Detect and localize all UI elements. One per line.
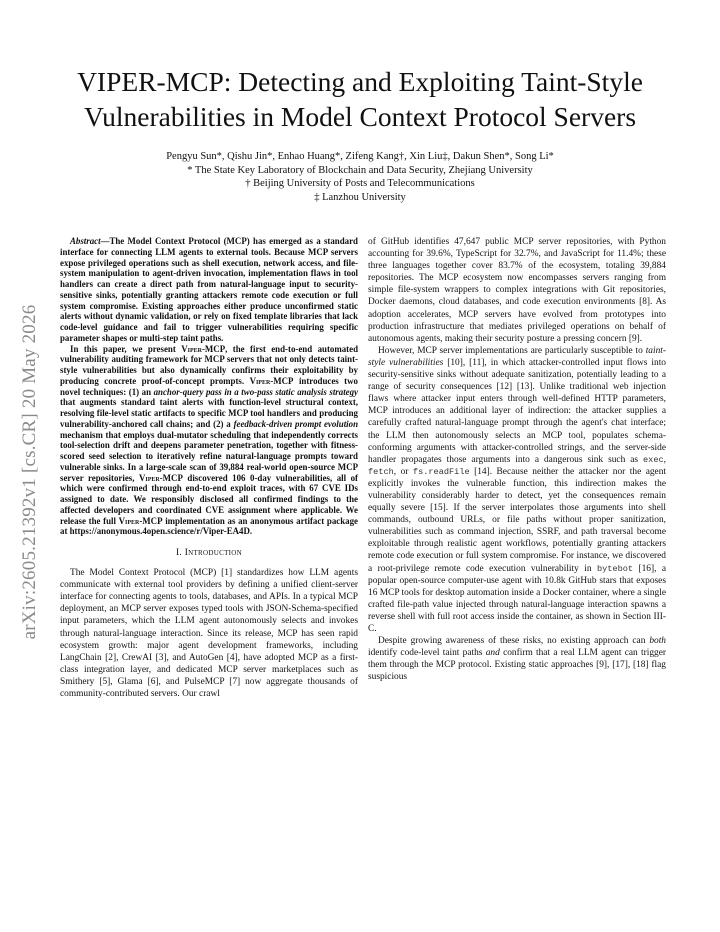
technique-1: anchor-query pass in a two-pass static analysis strategy xyxy=(153,386,358,397)
artifact-link: implementation as an anonymous artifact package at https://anonymous.4open.science/r/Viper-EA4D. xyxy=(60,515,358,537)
intro-paragraph-1: The Model Context Protocol (MCP) [1] standardizes how LLM agents communicate with external tool providers by defining a unified client-server interface for connecting agents to tools, databases, and APIs. In a typical MCP deployment, an MCP server exposes typed tools with JSON-Schema-specified input parameters, which the LLM agent autonomously selects and invokes through natural-language interaction. Since its release, MCP has seen rapid ecosystem growth: major agent development frameworks, including LangChain [2], CrewAI [3], and AutoGen [4], have adopted MCP as a first-class integration layer, and dedicated MCP server marketplaces such as Smithery [5], Glama [6], and PulseMCP [7] now aggregate thousands of community-contributed servers. Our crawl xyxy=(60,568,358,700)
code-fetch: fetch xyxy=(368,466,394,477)
paper-title: VIPER-MCP: Detecting and Exploiting Taint-Style Vulnerabilities in Model Context Protocol Servers xyxy=(77,66,643,132)
arxiv-sidebar-stamp xyxy=(10,262,50,682)
author-block xyxy=(60,150,660,204)
affiliation-3: ‡ Lanzhou University xyxy=(314,191,406,203)
code-readfile: fs.readFile xyxy=(412,466,470,477)
system-name: Viper-MCP xyxy=(181,343,226,354)
intro-paragraph-1-cont: of GitHub identifies 47,647 public MCP server repositories, with Python accounting for 39.6%, TypeScript for 32.7%, and JavaScript for 11.4%; these three languages together cover 83.7% of the ecosystem, totaling 39,884 repositories. The MCP ecosystem now encompasses servers ranging from simple file-system wrappers to complex integrations with Git repositories, Docker daemons, cloud databases, and code execution environments [8]. As adoption accelerates, MCP servers have evolved from prototypes into production infrastructure that mediates privileged operations on behalf of autonomous agents, making their security posture a pressing concern [9]. xyxy=(368,237,666,344)
technique-2: feedback-driven prompt evolution xyxy=(233,418,359,429)
intro-paragraph-2: However, MCP server implementations are particularly susceptible to taint-style vulnerabilities [10], [11], in which attacker-controlled input flows into security-sensitive sinks without adequate sanitization, potentially leading to a range of security consequences [12] [13]. Unlike traditional web injection flaws where attacker input enters through well-defined HTTP parameters, MCP introduces an additional layer of indirection: the attacker supplies a carefully crafted natural-language prompt through the agent's chat interface; the LLM then autonomously selects an MCP tool, populates schema-conforming arguments with attacker-controlled strings, and the server-side handler propagates those arguments into a dangerous sink such as exec, fetch, or fs.readFile [14]. Because neither the attacker nor the agent explicitly invokes the vulnerable function, this indirection makes the vulnerability considerably harder to detect, yet the consequences remain equally severe [15]. If the server interpolates those arguments into shell commands, outbound URLs, or file paths without proper sanitization, vulnerabilities such as command injection, SSRF, and path traversal become exploitable through realistic agent workflows, potentially granting attackers remote code execution or full system compromise. For instance, we discovered a root-privilege remote code execution vulnerability in bytebot [16], a popular open-source computer-use agent with 10.8k GitHub stars that exposes 16 MCP tools for desktop automation inside a Docker container, where a single crafted file-path value injected through natural-language interaction spawns a reverse shell with full root access inside the container, as shown in Section III-C. xyxy=(368,345,667,634)
right-column xyxy=(368,236,666,683)
code-exec: exec xyxy=(643,454,664,465)
emphasis-taint-style: taint-style vulnerabilities xyxy=(368,345,666,368)
abstract-paragraph-2: In this paper, we present Viper-MCP, the first end-to-end automated vulnerability auditing framework for MCP servers that not only detects taint-style vulnerabilities but also dynamically confirms their exploitability by producing concrete proof-of-concept prompts. Viper-MCP introduces two novel techniques: (1) an anchor-query pass in a two-pass static analysis strategy that augments standard taint alerts with function-level structural context, resolving file-level static artifacts to specific MCP tool handlers and producing vulnerability-anchored call chains; and (2) a feedback-driven prompt evolution mechanism that employs dual-mutator scheduling that independently corrects tool-selection drift and deepens parameter penetration, together with fitness-scored seed selection to iteratively refine natural-language prompts toward vulnerable sinks. In a large-scale scan of 39,884 real-world open-source MCP server repositories, Viper-MCP discovered 106 0-day vulnerabilities, all of which were confirmed through end-to-end exploit traces, with 67 CVE IDs assigned to date. We responsibly disclosed all confirmed findings to the affected developers and coordinated CVE assignment where applicable. We release the full Viper-MCP implementation as an anonymous artifact package at https://anonymous.4open.science/r/Viper-EA4D. xyxy=(60,343,359,537)
intro-paragraph-3: Despite growing awareness of these risks, no existing approach can both identify code-level taint paths and confirm that a real LLM agent can trigger them through the MCP protocol. Existing static approaches [9], [17], [18] flag suspicious xyxy=(368,636,666,683)
abstract-label: Abstract xyxy=(70,236,101,246)
code-bytebot: bytebot xyxy=(596,563,634,574)
section-heading-introduction: I. Introduction xyxy=(176,548,242,558)
left-column xyxy=(60,236,358,700)
author-list: Pengyu Sun*, Qishu Jin*, Enhao Huang*, Zifeng Kang†, Xin Liu‡, Dakun Shen*, Song Li* xyxy=(166,151,554,162)
affiliation-2: † Beijing University of Posts and Telecommunications xyxy=(245,178,475,189)
abstract-paragraph-1: Abstract—The Model Context Protocol (MCP) has emerged as a standard interface for connecting LLM agents to external tools. Because MCP servers expose privileged operations such as shell execution, network access, and file-system manipulation to agent-driven invocation, implementation flaws in tool handlers can create a direct path from natural-language input to security-sensitive sinks, potentially granting attackers remote code execution or full system compromise. Existing approaches either produce unconfirmed static alerts without dynamic validation, or rely on fixed template libraries that lack code-level guidance and fail to trigger vulnerabilities requiring specific parameter shapes or multi-step taint paths. xyxy=(60,236,358,343)
arxiv-identifier: arXiv:2605.21392v1 [cs.CR] 20 May 2026 xyxy=(19,304,40,640)
affiliation-1: * The State Key Laboratory of Blockchain and Data Security, Zhejiang University xyxy=(187,164,533,176)
